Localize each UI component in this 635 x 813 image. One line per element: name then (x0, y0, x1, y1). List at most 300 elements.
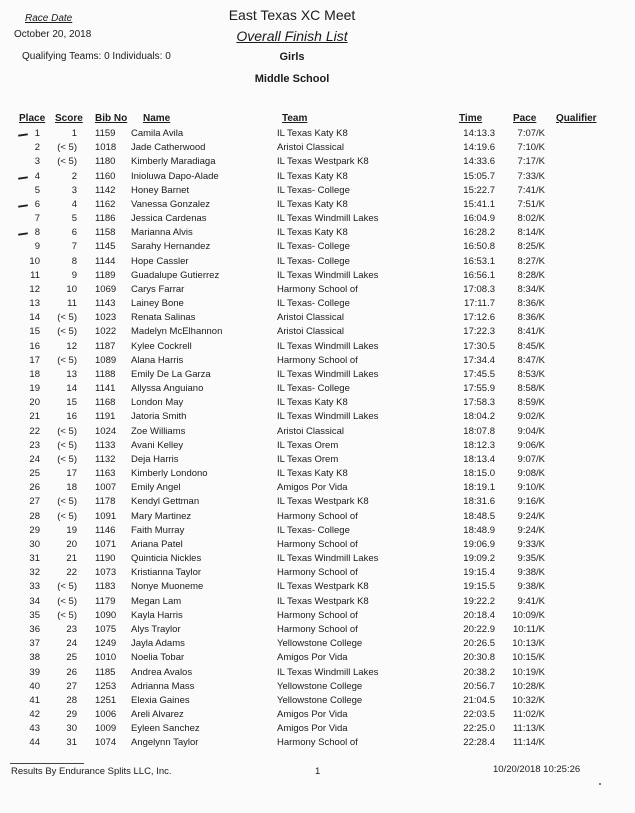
table-row (0, 567, 635, 581)
cell-name: Ariana Patel (131, 538, 183, 550)
cell-bib: 1178 (95, 496, 116, 508)
table-row (0, 298, 635, 312)
cell-score: 14 (66, 383, 77, 395)
cell-name: Kendyl Gettman (131, 496, 200, 508)
cell-place: 4 (34, 170, 40, 182)
cell-bib: 1186 (95, 213, 116, 224)
cell-name: Elexia Gaines (131, 694, 190, 706)
cell-place: 31 (29, 553, 40, 565)
cell-bib: 1133 (95, 439, 116, 451)
cell-score: 24 (66, 638, 77, 650)
cell-pace: 11:02/K (512, 709, 545, 720)
cell-score: (< 5) (57, 425, 77, 437)
cell-name: Honey Barnet (131, 184, 190, 196)
cell-pace: 8:28/K (517, 269, 545, 281)
cell-score: 11 (67, 298, 77, 309)
cell-time: 22:03.5 (463, 709, 495, 720)
cell-place: 23 (29, 439, 40, 451)
cell-score: 9 (71, 269, 77, 281)
paper-speck (599, 783, 601, 785)
footer-page-number: 1 (315, 766, 321, 777)
qualifying-summary: Qualifying Teams: 0 Individuals: 0 (22, 51, 171, 62)
col-qualifier: Qualifier (556, 113, 597, 124)
cell-bib: 1075 (95, 624, 117, 635)
cell-team: Harmony School of (277, 354, 358, 366)
table-row (0, 128, 635, 142)
cell-pace: 7:17/K (517, 156, 545, 168)
table-row (0, 596, 635, 610)
cell-bib: 1009 (95, 723, 117, 735)
cell-name: Sarahy Hernandez (131, 241, 211, 253)
cell-place: 39 (29, 666, 40, 678)
cell-time: 15:41.1 (463, 198, 495, 210)
table-row (0, 142, 635, 156)
col-team: Team (282, 113, 308, 124)
cell-place: 18 (29, 368, 40, 380)
cell-place: 30 (29, 538, 40, 550)
cell-bib: 1187 (95, 340, 116, 352)
cell-bib: 1179 (95, 595, 116, 607)
cell-name: Andrea Avalos (131, 666, 193, 678)
cell-score: 25 (66, 652, 77, 664)
table-row (0, 695, 635, 709)
cell-place: 40 (29, 680, 40, 692)
cell-place: 26 (29, 482, 40, 494)
cell-time: 19:15.4 (463, 567, 495, 579)
table-row (0, 496, 635, 510)
cell-bib: 1191 (95, 411, 116, 423)
cell-team: IL Texas Orem (277, 439, 339, 451)
cell-name: Camila Avila (131, 128, 184, 139)
cell-time: 20:38.2 (463, 666, 495, 678)
cell-bib: 1141 (95, 383, 116, 395)
cell-bib: 1091 (95, 510, 117, 522)
cell-team: IL Texas Westpark K8 (277, 496, 369, 508)
cell-name: Nonye Muoneme (131, 581, 204, 593)
cell-bib: 1007 (95, 482, 117, 494)
cell-team: IL Texas Katy K8 (277, 468, 348, 480)
cell-score: (< 5) (57, 453, 77, 465)
cell-bib: 1158 (95, 227, 116, 239)
cell-score: (< 5) (57, 439, 77, 451)
cell-time: 18:48.9 (463, 524, 495, 536)
cell-time: 17:30.5 (463, 340, 495, 352)
cell-time: 17:34.4 (463, 354, 495, 366)
cell-name: Alys Traylor (131, 624, 181, 635)
cell-score: 10 (66, 283, 77, 295)
table-row (0, 624, 635, 638)
cell-pace: 11:13/K (512, 723, 545, 735)
cell-name: Alana Harris (131, 354, 184, 366)
cell-pace: 9:16/K (517, 496, 545, 508)
cell-place: 28 (29, 510, 40, 522)
cell-place: 43 (29, 723, 40, 735)
cell-pace: 9:38/K (517, 567, 545, 579)
cell-name: Angelynn Taylor (131, 737, 199, 749)
cell-bib: 1168 (95, 397, 116, 409)
table-row (0, 213, 635, 227)
cell-name: Megan Lam (131, 595, 182, 607)
cell-place: 1 (34, 128, 40, 139)
cell-time: 18:15.0 (463, 468, 495, 480)
cell-score: 28 (66, 694, 77, 706)
table-row (0, 454, 635, 468)
cell-bib: 1132 (95, 453, 116, 465)
cell-name: Jade Catherwood (131, 142, 206, 154)
cell-time: 15:05.7 (463, 170, 495, 182)
cell-place: 44 (29, 737, 40, 749)
cell-name: Hope Cassler (131, 255, 189, 267)
cell-pace: 11:14/K (512, 737, 545, 749)
cell-name: Inioluwa Dapo-Alade (131, 170, 219, 182)
cell-name: Kristianna Taylor (131, 567, 202, 579)
cell-bib: 1090 (95, 609, 117, 621)
cell-bib: 1145 (95, 241, 116, 253)
gender-heading: Girls (279, 51, 305, 63)
cell-team: Yellowstone College (277, 638, 363, 650)
cell-pace: 8:36/K (517, 298, 545, 309)
cell-pace: 8:58/K (517, 383, 545, 395)
cell-place: 8 (34, 227, 40, 239)
col-name: Name (143, 113, 171, 124)
table-row (0, 241, 635, 255)
cell-pace: 9:02/K (517, 411, 545, 423)
cell-pace: 10:09/K (512, 609, 545, 621)
col-pace: Pace (513, 113, 537, 124)
cell-score: (< 5) (57, 142, 77, 154)
cell-team: IL Texas- College (277, 184, 350, 196)
cell-score: 22 (66, 567, 77, 579)
cell-time: 20:30.8 (463, 652, 495, 664)
race-date-label: Race Date (25, 13, 73, 24)
cell-team: Amigos Por Vida (277, 482, 348, 494)
table-row (0, 737, 635, 751)
list-title: Overall Finish List (236, 28, 348, 44)
cell-bib: 1159 (95, 128, 116, 139)
cell-pace: 9:41/K (517, 595, 545, 607)
table-row (0, 341, 635, 355)
table-row (0, 185, 635, 199)
cell-team: IL Texas Katy K8 (277, 170, 348, 182)
cell-team: Yellowstone College (277, 694, 363, 706)
cell-team: IL Texas Windmill Lakes (277, 269, 379, 281)
cell-bib: 1073 (95, 567, 117, 579)
cell-time: 21:04.5 (463, 694, 495, 706)
cell-pace: 9:33/K (517, 538, 545, 550)
table-row (0, 227, 635, 241)
cell-score: 16 (66, 411, 77, 423)
table-row (0, 638, 635, 652)
cell-score: 1 (71, 128, 77, 139)
cell-team: IL Texas- College (277, 383, 350, 395)
cell-team: IL Texas- College (277, 255, 350, 267)
table-row (0, 369, 635, 383)
cell-score: 17 (66, 468, 77, 480)
col-bib: Bib No (95, 113, 128, 124)
cell-score: (< 5) (57, 609, 77, 621)
cell-score: 12 (66, 340, 77, 352)
cell-place: 16 (29, 340, 40, 352)
cell-score: 8 (71, 255, 77, 267)
cell-bib: 1180 (95, 156, 116, 168)
cell-place: 41 (29, 694, 40, 706)
cell-time: 19:22.2 (463, 595, 495, 607)
col-time: Time (459, 113, 483, 124)
cell-time: 18:31.6 (463, 496, 495, 508)
cell-team: IL Texas- College (277, 524, 350, 536)
table-row (0, 270, 635, 284)
cell-score: 20 (66, 538, 77, 550)
cell-name: Allyssa Anguiano (131, 383, 204, 395)
cell-bib: 1010 (95, 652, 117, 664)
cell-time: 18:19.1 (463, 482, 495, 494)
cell-team: IL Texas Orem (277, 453, 339, 465)
cell-score: (< 5) (57, 510, 77, 522)
cell-team: Amigos Por Vida (277, 652, 348, 664)
cell-bib: 1163 (95, 468, 116, 480)
cell-place: 42 (29, 709, 40, 720)
cell-score: 6 (71, 227, 77, 239)
cell-name: Kylee Cockrell (131, 340, 192, 352)
cell-score: 2 (71, 170, 77, 182)
cell-name: London May (131, 397, 184, 409)
table-row (0, 539, 635, 553)
table-row (0, 426, 635, 440)
cell-time: 17:12.6 (463, 312, 495, 324)
table-row (0, 610, 635, 624)
table-row (0, 171, 635, 185)
cell-place: 14 (29, 312, 40, 324)
cell-time: 18:12.3 (463, 439, 495, 451)
cell-time: 17:45.5 (463, 368, 495, 380)
cell-name: Jatoria Smith (131, 411, 187, 423)
cell-bib: 1249 (95, 638, 117, 650)
cell-team: IL Texas Katy K8 (277, 198, 348, 210)
cell-bib: 1189 (95, 269, 116, 281)
table-row (0, 199, 635, 213)
cell-name: Jayla Adams (131, 638, 185, 650)
cell-score: (< 5) (57, 595, 77, 607)
cell-time: 18:48.5 (463, 510, 495, 522)
table-row (0, 511, 635, 525)
cell-place: 12 (29, 283, 40, 295)
cell-score: 30 (66, 723, 77, 735)
cell-place: 15 (29, 326, 40, 338)
cell-place: 9 (34, 241, 40, 253)
cell-place: 38 (29, 652, 40, 664)
cell-score: 4 (71, 198, 77, 210)
cell-team: Harmony School of (277, 624, 358, 635)
cell-name: Emily De La Garza (131, 368, 211, 380)
cell-pace: 7:07/K (517, 128, 545, 139)
cell-team: Aristoi Classical (277, 142, 345, 154)
cell-name: Faith Murray (131, 524, 185, 536)
cell-place: 33 (29, 581, 40, 593)
cell-place: 25 (29, 468, 40, 480)
division-heading: Middle School (254, 73, 330, 85)
cell-pace: 8:45/K (517, 340, 545, 352)
cell-name: Areli Alvarez (131, 709, 184, 720)
cell-time: 22:25.0 (463, 723, 495, 735)
cell-score: 31 (66, 737, 77, 749)
cell-bib: 1074 (95, 737, 117, 749)
cell-score: (< 5) (57, 326, 77, 338)
cell-name: Jessica Cardenas (131, 213, 207, 224)
cell-time: 19:15.5 (463, 581, 495, 593)
cell-bib: 1160 (95, 170, 116, 182)
cell-team: IL Texas- College (277, 241, 350, 253)
cell-name: Guadalupe Gutierrez (131, 269, 220, 281)
cell-pace: 8:14/K (517, 227, 545, 239)
cell-score: 3 (71, 184, 77, 196)
cell-pace: 8:41/K (517, 326, 545, 338)
cell-bib: 1143 (95, 298, 116, 309)
cell-place: 19 (29, 383, 40, 395)
cell-time: 14:33.6 (463, 156, 495, 168)
table-row (0, 723, 635, 737)
cell-bib: 1069 (95, 283, 117, 295)
cell-bib: 1190 (95, 553, 116, 565)
cell-name: Adrianna Mass (131, 680, 195, 692)
cell-time: 17:11.7 (464, 298, 495, 309)
cell-name: Eyleen Sanchez (131, 723, 200, 735)
cell-place: 5 (34, 184, 40, 196)
cell-score: (< 5) (57, 354, 77, 366)
cell-pace: 8:25/K (517, 241, 545, 253)
cell-bib: 1251 (95, 694, 117, 706)
cell-pace: 7:33/K (517, 170, 545, 182)
cell-place: 3 (34, 156, 40, 168)
cell-name: Emily Angel (131, 482, 181, 494)
cell-place: 37 (29, 638, 40, 650)
cell-time: 14:13.3 (463, 128, 495, 139)
cell-bib: 1024 (95, 425, 117, 437)
cell-bib: 1022 (95, 326, 117, 338)
cell-name: Mary Martinez (131, 510, 192, 522)
cell-time: 18:04.2 (463, 411, 495, 423)
cell-bib: 1253 (95, 680, 117, 692)
cell-team: IL Texas Katy K8 (277, 128, 348, 139)
cell-bib: 1162 (95, 198, 116, 210)
cell-pace: 9:24/K (517, 524, 545, 536)
cell-pace: 9:38/K (517, 581, 545, 593)
cell-team: IL Texas Westpark K8 (277, 595, 369, 607)
cell-time: 20:22.9 (463, 624, 495, 635)
cell-name: Lainey Bone (131, 298, 184, 309)
cell-place: 29 (29, 524, 40, 536)
cell-pace: 7:10/K (517, 142, 545, 154)
cell-place: 10 (29, 255, 40, 267)
cell-score: 29 (66, 709, 77, 720)
table-row (0, 326, 635, 340)
cell-bib: 1006 (95, 709, 117, 720)
cell-bib: 1144 (95, 255, 116, 267)
table-row (0, 397, 635, 411)
cell-time: 17:55.9 (463, 383, 495, 395)
cell-pace: 7:51/K (517, 198, 545, 210)
cell-place: 13 (29, 298, 40, 309)
cell-pace: 9:10/K (517, 482, 545, 494)
cell-bib: 1142 (95, 184, 116, 196)
cell-score: 13 (66, 368, 77, 380)
cell-pace: 8:53/K (517, 368, 545, 380)
cell-team: Harmony School of (277, 283, 358, 295)
cell-team: Harmony School of (277, 538, 358, 550)
cell-time: 19:09.2 (463, 553, 495, 565)
cell-time: 19:06.9 (463, 538, 495, 550)
table-row (0, 652, 635, 666)
footer-credit: Results By Endurance Splits LLC, Inc. (11, 766, 172, 777)
cell-name: Noelia Tobar (131, 652, 185, 664)
cell-place: 24 (29, 453, 40, 465)
cell-time: 20:18.4 (463, 609, 495, 621)
cell-pace: 10:28/K (512, 680, 545, 692)
table-row (0, 355, 635, 369)
cell-team: IL Texas Katy K8 (277, 227, 348, 239)
cell-pace: 9:35/K (517, 553, 545, 565)
table-row (0, 256, 635, 270)
table-row (0, 312, 635, 326)
cell-place: 22 (29, 425, 40, 437)
cell-place: 32 (29, 567, 40, 579)
cell-time: 16:50.8 (463, 241, 495, 253)
cell-time: 20:56.7 (463, 680, 495, 692)
cell-score: 18 (66, 482, 77, 494)
cell-pace: 7:41/K (517, 184, 545, 196)
cell-team: Harmony School of (277, 510, 358, 522)
table-row (0, 553, 635, 567)
cell-time: 17:08.3 (463, 283, 495, 295)
cell-team: IL Texas Windmill Lakes (277, 411, 379, 423)
cell-team: IL Texas Windmill Lakes (277, 213, 379, 224)
cell-pace: 10:32/K (512, 694, 545, 706)
cell-name: Quinticia Nickles (131, 553, 202, 565)
cell-team: Aristoi Classical (277, 326, 345, 338)
cell-team: IL Texas Westpark K8 (277, 156, 369, 168)
cell-team: IL Texas Windmill Lakes (277, 553, 379, 565)
cell-team: Yellowstone College (277, 680, 363, 692)
cell-score: 7 (71, 241, 77, 253)
cell-team: IL Texas Windmill Lakes (277, 368, 379, 380)
cell-team: IL Texas- College (277, 298, 350, 309)
cell-team: Harmony School of (277, 737, 358, 749)
table-row (0, 383, 635, 397)
cell-score: (< 5) (57, 581, 77, 593)
cell-place: 34 (29, 595, 40, 607)
cell-name: Kimberly Londono (131, 468, 208, 480)
cell-place: 27 (29, 496, 40, 508)
table-row (0, 581, 635, 595)
col-score: Score (55, 113, 83, 124)
col-place: Place (19, 113, 46, 124)
cell-time: 16:53.1 (463, 255, 495, 267)
cell-place: 7 (34, 213, 40, 224)
table-row (0, 681, 635, 695)
meet-title: East Texas XC Meet (228, 7, 356, 23)
cell-pace: 8:36/K (517, 312, 545, 324)
cell-bib: 1071 (95, 538, 117, 550)
cell-time: 15:22.7 (463, 184, 495, 196)
table-row (0, 525, 635, 539)
cell-name: Avani Kelley (131, 439, 184, 451)
table-row (0, 411, 635, 425)
cell-bib: 1089 (95, 354, 117, 366)
cell-time: 22:28.4 (463, 737, 495, 749)
cell-pace: 9:07/K (517, 453, 545, 465)
cell-pace: 10:13/K (512, 638, 545, 650)
table-row (0, 667, 635, 681)
cell-score: 15 (66, 397, 77, 409)
